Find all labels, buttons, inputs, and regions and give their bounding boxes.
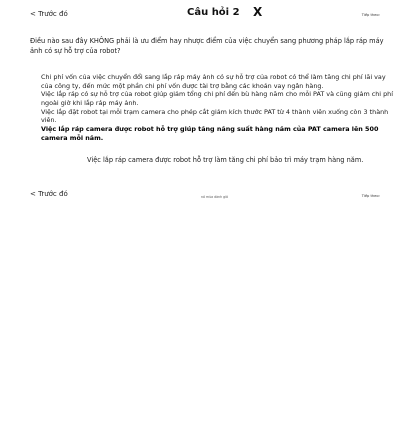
question-text: Điều nào sau đây KHÔNG phải là ưu điểm hay nhược điểm của việc chuyển sang phương pháp lắp ráp máy ảnh có sự hỗ trợ của robot? (30, 37, 384, 55)
next-button-bottom[interactable]: Tiếp theo› (361, 194, 380, 198)
footer-note: nó mùa dành giả (201, 195, 228, 199)
answer-option-1[interactable]: Chi phí vốn của việc chuyển đổi sang lắp ráp máy ảnh có sự hỗ trợ của robot có thể làm tăng chi phí lãi vay của công ty, đến mức một phần chi phí vốn được tài trợ bằng các khoản vay ngân hàng. (41, 73, 386, 90)
previous-button[interactable]: < Trước đó (30, 10, 68, 18)
answer-option-3[interactable]: Việc lắp đặt robot tại mỗi trạm camera cho phép cắt giảm kích thước PAT từ 4 thành viên xuống còn 3 thành viên. (41, 107, 389, 125)
answer-options (41, 73, 399, 143)
answer-option-2[interactable]: Việc lắp ráp có sự hỗ trợ của robot giúp giảm tổng chi phí đến bù hàng năm cho mỗi PAT và cũng giảm chi phí ngoài giờ khi lắp ráp máy ảnh. (41, 90, 393, 107)
page-title: Câu hỏi 2 (187, 7, 240, 18)
previous-button-bottom[interactable]: < Trước đó (30, 190, 68, 198)
close-button[interactable]: X (253, 5, 263, 19)
next-button[interactable]: Tiếp theo› (361, 13, 380, 17)
answer-option-4[interactable]: Việc lắp ráp camera được robot hỗ trợ giúp tăng năng suất hàng năm của PAT camera lên 500 camera mỗi năm. (41, 125, 379, 142)
explanation-text: Việc lắp ráp camera được robot hỗ trợ làm tăng chi phí bảo trì máy trạm hàng năm. (87, 156, 364, 164)
